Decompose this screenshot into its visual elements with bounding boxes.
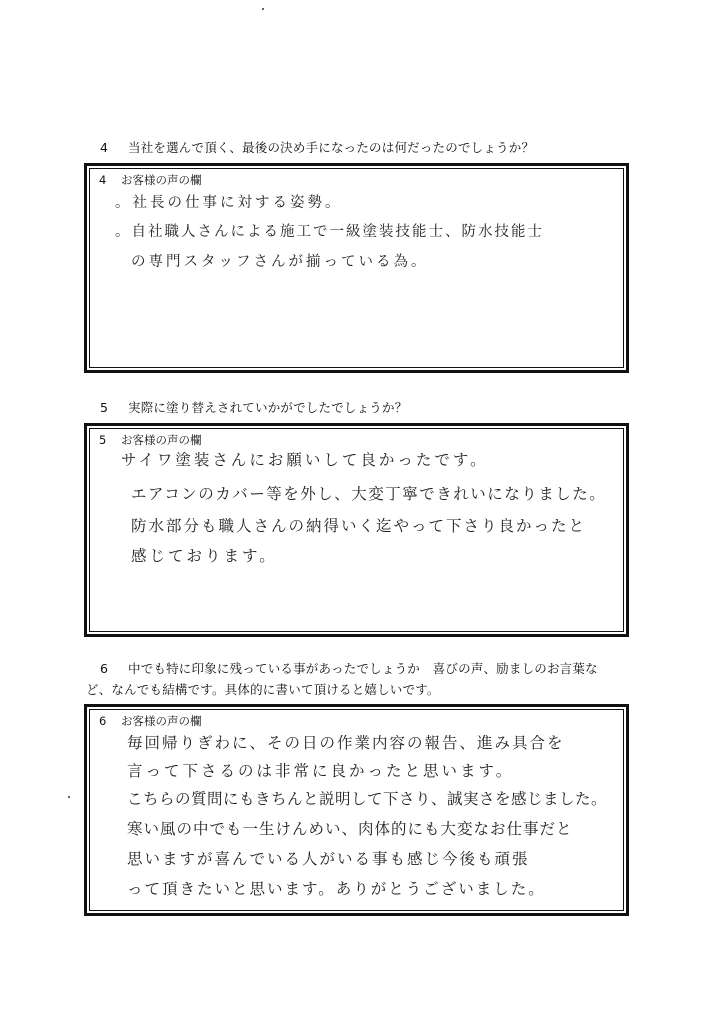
question-number: 4 <box>100 140 109 155</box>
handwritten-line: サイワ塗装さんにお願いして良かったです。 <box>121 451 489 469</box>
question-text: 実際に塗り替えされていかがでしたでしょうか？ <box>128 400 408 415</box>
answer-box-4 <box>84 163 629 373</box>
question-6-continued <box>86 680 440 699</box>
handwritten-line: 。社長の仕事に対する姿勢。 <box>115 195 343 211</box>
handwritten-line: エアコンのカバー等を外し、大変丁寧できれいになりました。 <box>131 485 607 503</box>
box-label <box>99 713 202 729</box>
question-text: 当社を選んで頂く、最後の決め手になったのは何だったのでしょうか？ <box>128 140 535 155</box>
handwritten-line: 防水部分も職人さんの納得いく迄やって下さり良かったと <box>131 517 587 535</box>
scan-speck <box>68 796 70 798</box>
question-number: 5 <box>100 400 109 415</box>
box-label-text: お客様の声の欄 <box>121 433 202 447</box>
box-number: 4 <box>99 173 107 187</box>
question-number: 6 <box>100 661 109 676</box>
handwritten-line: って頂きたいと思います。ありがとうございました。 <box>127 880 546 898</box>
box-number: 5 <box>99 433 107 447</box>
box-label <box>99 172 202 188</box>
answer-box-6 <box>84 704 629 916</box>
handwritten-line: 思いますが喜んでいる人がいる事も感じ今後も頑張 <box>127 850 530 868</box>
handwritten-line: 感じております。 <box>131 547 278 565</box>
handwritten-line: 言って下さるのは非常に良かったと思います。 <box>127 762 515 780</box>
scan-speck <box>262 8 264 10</box>
question-5 <box>100 398 407 417</box>
answer-box-5 <box>84 423 629 637</box>
handwritten-line: 。自社職人さんによる施工で一級塗装技能士、防水技能士 <box>115 224 544 240</box>
handwritten-line: 毎回帰りぎわに、その日の作業内容の報告、進み具合を <box>127 734 565 752</box>
handwritten-line: 寒い風の中でも一生けんめい、肉体的にも大変なお仕事だと <box>127 820 573 838</box>
box-label-text: お客様の声の欄 <box>121 714 202 728</box>
box-number: 6 <box>99 714 107 728</box>
box-label-text: お客様の声の欄 <box>121 173 202 187</box>
handwritten-line: こちらの質問にもきちんと説明して下さり、誠実さを感じました。 <box>127 790 608 808</box>
question-text: ど、なんでも結構です。具体的に書いて頂けると嬉しいです。 <box>86 682 440 697</box>
question-6 <box>100 659 598 678</box>
question-4 <box>100 138 534 157</box>
handwritten-line: の専門スタッフさんが揃っている為。 <box>131 254 429 270</box>
question-text: 中でも特に印象に残っている事があったでしょうか 喜びの声、励ましのお言葉な <box>128 661 598 676</box>
box-label <box>99 432 202 448</box>
